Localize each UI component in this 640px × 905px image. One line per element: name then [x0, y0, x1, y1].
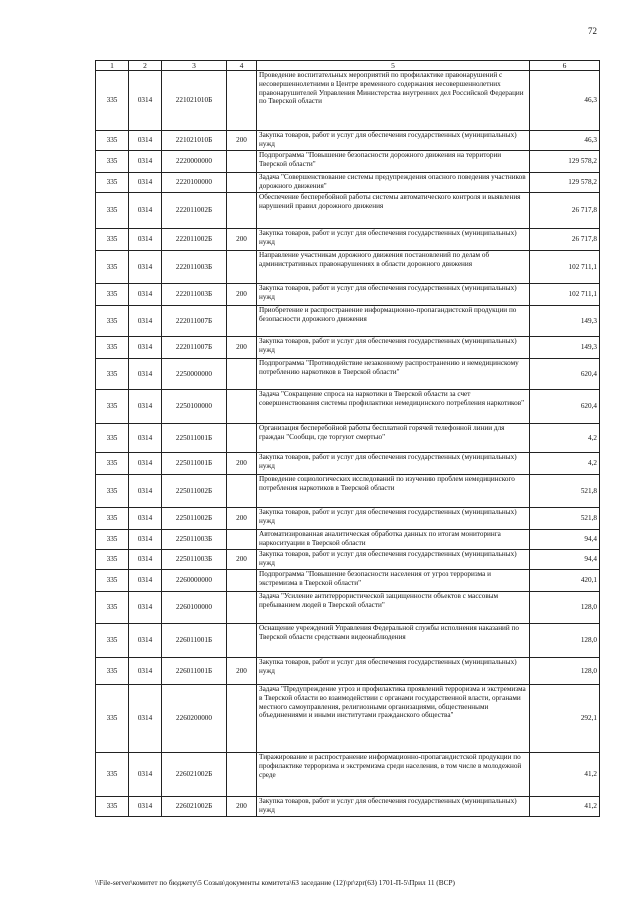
cell-target-article: 2250000000	[162, 359, 227, 390]
cell-ministry-code: 335	[96, 550, 129, 570]
cell-amount: 420,1	[530, 570, 600, 592]
budget-table	[95, 60, 600, 817]
cell-ministry-code: 335	[96, 251, 129, 284]
cell-expense-type: 200	[227, 658, 257, 685]
cell-target-article: 2250100000	[162, 390, 227, 424]
file-path-footer: \\File-server\комитет по бюджету\5 Созыв\документы комитета\63 заседание (12)\pr\zpr(63) 1701-П-5\Прил 11 (ВСР)	[95, 878, 455, 887]
cell-description: Задача "Усиление антитеррористической защищенности объектов с массовым пребыванием людей в Тверской области"	[257, 592, 530, 624]
cell-expense-type	[227, 173, 257, 193]
cell-amount: 521,8	[530, 508, 600, 530]
cell-description: Закупка товаров, работ и услуг для обеспечения государственных (муниципальных) нужд	[257, 508, 530, 530]
table-row	[96, 173, 600, 193]
column-header: 5	[257, 61, 530, 71]
table-row	[96, 475, 600, 508]
cell-ministry-code: 335	[96, 359, 129, 390]
cell-target-article: 2220100000	[162, 173, 227, 193]
cell-description: Тиражирование и распространение информационно-пропагандистской продукции по профилактике терроризма и экстремизма среди населения, в том числе в молодежной среде	[257, 753, 530, 797]
cell-ministry-code: 335	[96, 306, 129, 337]
cell-expense-type	[227, 359, 257, 390]
cell-section-code: 0314	[129, 424, 162, 453]
cell-description: Автоматизированная аналитическая обработка данных по итогам мониторинга наркоситуации в Тверской области	[257, 530, 530, 550]
cell-expense-type	[227, 475, 257, 508]
cell-amount: 26 717,8	[530, 229, 600, 251]
cell-amount: 26 717,8	[530, 193, 600, 229]
cell-section-code: 0314	[129, 570, 162, 592]
table-row	[96, 131, 600, 151]
table-row	[96, 624, 600, 658]
cell-section-code: 0314	[129, 173, 162, 193]
cell-amount: 129 578,2	[530, 173, 600, 193]
cell-amount: 4,2	[530, 453, 600, 475]
cell-ministry-code: 335	[96, 592, 129, 624]
cell-section-code: 0314	[129, 359, 162, 390]
cell-amount: 149,3	[530, 306, 600, 337]
cell-amount: 102 711,1	[530, 284, 600, 306]
cell-expense-type	[227, 685, 257, 753]
cell-ministry-code: 335	[96, 685, 129, 753]
table-row	[96, 229, 600, 251]
table-row	[96, 685, 600, 753]
cell-amount: 94,4	[530, 530, 600, 550]
cell-section-code: 0314	[129, 453, 162, 475]
cell-description: Закупка товаров, работ и услуг для обеспечения государственных (муниципальных) нужд	[257, 131, 530, 151]
table-row	[96, 424, 600, 453]
cell-expense-type: 200	[227, 284, 257, 306]
cell-target-article: 226021002Б	[162, 753, 227, 797]
column-header: 1	[96, 61, 129, 71]
cell-section-code: 0314	[129, 592, 162, 624]
cell-description: Оснащение учреждений Управления Федеральной службы исполнения наказаний по Тверской области средствами видеонаблюдения	[257, 624, 530, 658]
cell-target-article: 225011001Б	[162, 453, 227, 475]
cell-ministry-code: 335	[96, 337, 129, 359]
cell-target-article: 222011003Б	[162, 251, 227, 284]
cell-section-code: 0314	[129, 229, 162, 251]
cell-expense-type	[227, 530, 257, 550]
cell-ministry-code: 335	[96, 797, 129, 817]
cell-ministry-code: 335	[96, 475, 129, 508]
table-row	[96, 530, 600, 550]
cell-ministry-code: 335	[96, 530, 129, 550]
cell-amount: 41,2	[530, 753, 600, 797]
cell-section-code: 0314	[129, 797, 162, 817]
cell-amount: 620,4	[530, 390, 600, 424]
cell-target-article: 226011001Б	[162, 658, 227, 685]
cell-ministry-code: 335	[96, 658, 129, 685]
cell-ministry-code: 335	[96, 624, 129, 658]
cell-expense-type: 200	[227, 797, 257, 817]
cell-ministry-code: 335	[96, 753, 129, 797]
table-row	[96, 306, 600, 337]
cell-ministry-code: 335	[96, 424, 129, 453]
cell-description: Закупка товаров, работ и услуг для обеспечения государственных (муниципальных) нужд	[257, 453, 530, 475]
cell-amount: 4,2	[530, 424, 600, 453]
table-header-row	[96, 61, 600, 71]
cell-target-article: 225011003Б	[162, 550, 227, 570]
cell-description: Проведение воспитательных мероприятий по профилактике правонарушений с несовершеннолетними в Центре временного содержания несовершеннолетних правонарушителей Управления Министерства внутренних дел Российской Федерации по Тверской области	[257, 71, 530, 131]
cell-section-code: 0314	[129, 753, 162, 797]
table-row	[96, 508, 600, 530]
table-row	[96, 592, 600, 624]
cell-expense-type	[227, 71, 257, 131]
table-row	[96, 151, 600, 173]
cell-target-article: 222011002Б	[162, 229, 227, 251]
table-row	[96, 570, 600, 592]
table-row	[96, 390, 600, 424]
table-row	[96, 193, 600, 229]
cell-description: Задача "Предупреждение угроз и профилактика проявлений терроризма и экстремизма в Тверской области во взаимодействии с органами государственной власти, органами местного самоуправления, религиозными организациями, общественными объединениями и иными институтами гражданского общества"	[257, 685, 530, 753]
cell-section-code: 0314	[129, 508, 162, 530]
cell-ministry-code: 335	[96, 173, 129, 193]
cell-expense-type: 200	[227, 229, 257, 251]
cell-amount: 46,3	[530, 71, 600, 131]
cell-ministry-code: 335	[96, 229, 129, 251]
cell-target-article: 222011003Б	[162, 284, 227, 306]
cell-section-code: 0314	[129, 685, 162, 753]
cell-expense-type: 200	[227, 131, 257, 151]
cell-amount: 521,8	[530, 475, 600, 508]
cell-description: Закупка товаров, работ и услуг для обеспечения государственных (муниципальных) нужд	[257, 797, 530, 817]
table-row	[96, 550, 600, 570]
table-row	[96, 658, 600, 685]
cell-amount: 128,0	[530, 624, 600, 658]
cell-description: Закупка товаров, работ и услуг для обеспечения государственных (муниципальных) нужд	[257, 337, 530, 359]
cell-section-code: 0314	[129, 131, 162, 151]
table-row	[96, 284, 600, 306]
cell-ministry-code: 335	[96, 131, 129, 151]
cell-target-article: 2260000000	[162, 570, 227, 592]
cell-expense-type: 200	[227, 337, 257, 359]
cell-description: Приобретение и распространение информационно-пропагандистской продукции по безопасности дорожного движения	[257, 306, 530, 337]
cell-description: Организация бесперебойной работы бесплатной горячей телефонной линии для граждан "Сообщи, где торгуют смертью"	[257, 424, 530, 453]
cell-expense-type: 200	[227, 453, 257, 475]
cell-section-code: 0314	[129, 251, 162, 284]
column-header: 3	[162, 61, 227, 71]
cell-section-code: 0314	[129, 71, 162, 131]
cell-ministry-code: 335	[96, 453, 129, 475]
cell-section-code: 0314	[129, 193, 162, 229]
cell-section-code: 0314	[129, 284, 162, 306]
column-header: 2	[129, 61, 162, 71]
cell-expense-type	[227, 592, 257, 624]
cell-expense-type	[227, 390, 257, 424]
cell-description: Задача "Сокращение спроса на наркотики в Тверской области за счет совершенствования системы профилактики немедицинского потребления наркотиков"	[257, 390, 530, 424]
column-header: 6	[530, 61, 600, 71]
cell-target-article: 221021010Б	[162, 71, 227, 131]
page-number: 72	[588, 26, 597, 36]
cell-description: Закупка товаров, работ и услуг для обеспечения государственных (муниципальных) нужд	[257, 229, 530, 251]
cell-target-article: 226021002Б	[162, 797, 227, 817]
cell-section-code: 0314	[129, 306, 162, 337]
cell-section-code: 0314	[129, 550, 162, 570]
cell-section-code: 0314	[129, 624, 162, 658]
cell-description: Закупка товаров, работ и услуг для обеспечения государственных (муниципальных) нужд	[257, 550, 530, 570]
cell-target-article: 221021010Б	[162, 131, 227, 151]
column-header: 4	[227, 61, 257, 71]
cell-amount: 149,3	[530, 337, 600, 359]
cell-target-article: 225011002Б	[162, 508, 227, 530]
cell-expense-type	[227, 424, 257, 453]
cell-expense-type	[227, 624, 257, 658]
cell-amount: 102 711,1	[530, 251, 600, 284]
cell-section-code: 0314	[129, 151, 162, 173]
cell-description: Подпрограмма "Повышение безопасности населения от угроз терроризма и экстремизма в Тверской области"	[257, 570, 530, 592]
cell-amount: 41,2	[530, 797, 600, 817]
table-row	[96, 753, 600, 797]
cell-description: Закупка товаров, работ и услуг для обеспечения государственных (муниципальных) нужд	[257, 658, 530, 685]
cell-target-article: 2260200000	[162, 685, 227, 753]
table-row	[96, 71, 600, 131]
cell-expense-type	[227, 193, 257, 229]
cell-amount: 94,4	[530, 550, 600, 570]
cell-section-code: 0314	[129, 337, 162, 359]
cell-description: Направление участникам дорожного движения постановлений по делам об административных правонарушениях в области дорожного движения	[257, 251, 530, 284]
table-row	[96, 337, 600, 359]
cell-description: Закупка товаров, работ и услуг для обеспечения государственных (муниципальных) нужд	[257, 284, 530, 306]
cell-ministry-code: 335	[96, 193, 129, 229]
cell-target-article: 225011001Б	[162, 424, 227, 453]
table-row	[96, 359, 600, 390]
cell-section-code: 0314	[129, 658, 162, 685]
cell-ministry-code: 335	[96, 570, 129, 592]
cell-expense-type	[227, 251, 257, 284]
cell-amount: 620,4	[530, 359, 600, 390]
cell-description: Подпрограмма "Противодействие незаконному распространению и немедицинскому потреблению наркотиков в Тверской области"	[257, 359, 530, 390]
cell-amount: 129 578,2	[530, 151, 600, 173]
cell-ministry-code: 335	[96, 390, 129, 424]
cell-section-code: 0314	[129, 475, 162, 508]
cell-target-article: 222011007Б	[162, 337, 227, 359]
cell-amount: 46,3	[530, 131, 600, 151]
cell-amount: 128,0	[530, 658, 600, 685]
table-row	[96, 797, 600, 817]
table-row	[96, 453, 600, 475]
cell-amount: 128,0	[530, 592, 600, 624]
cell-target-article: 222011002Б	[162, 193, 227, 229]
cell-target-article: 2220000000	[162, 151, 227, 173]
cell-description: Обеспечение бесперебойной работы системы автоматического контроля и выявления нарушений правил дорожного движения	[257, 193, 530, 229]
cell-target-article: 225011002Б	[162, 475, 227, 508]
cell-description: Подпрограмма "Повышение безопасности дорожного движения на территории Тверской области"	[257, 151, 530, 173]
cell-ministry-code: 335	[96, 71, 129, 131]
cell-target-article: 2260100000	[162, 592, 227, 624]
cell-target-article: 225011003Б	[162, 530, 227, 550]
cell-ministry-code: 335	[96, 508, 129, 530]
cell-ministry-code: 335	[96, 151, 129, 173]
cell-expense-type: 200	[227, 550, 257, 570]
cell-amount: 292,1	[530, 685, 600, 753]
cell-section-code: 0314	[129, 390, 162, 424]
cell-expense-type	[227, 151, 257, 173]
table-row	[96, 251, 600, 284]
cell-section-code: 0314	[129, 530, 162, 550]
cell-expense-type	[227, 570, 257, 592]
cell-expense-type: 200	[227, 508, 257, 530]
cell-target-article: 226011001Б	[162, 624, 227, 658]
cell-expense-type	[227, 753, 257, 797]
cell-expense-type	[227, 306, 257, 337]
cell-ministry-code: 335	[96, 284, 129, 306]
cell-description: Проведение социологических исследований по изучению проблем немедицинского потребления наркотиков в Тверской области	[257, 475, 530, 508]
cell-description: Задача "Совершенствование системы предупреждения опасного поведения участников дорожного движения"	[257, 173, 530, 193]
cell-target-article: 222011007Б	[162, 306, 227, 337]
